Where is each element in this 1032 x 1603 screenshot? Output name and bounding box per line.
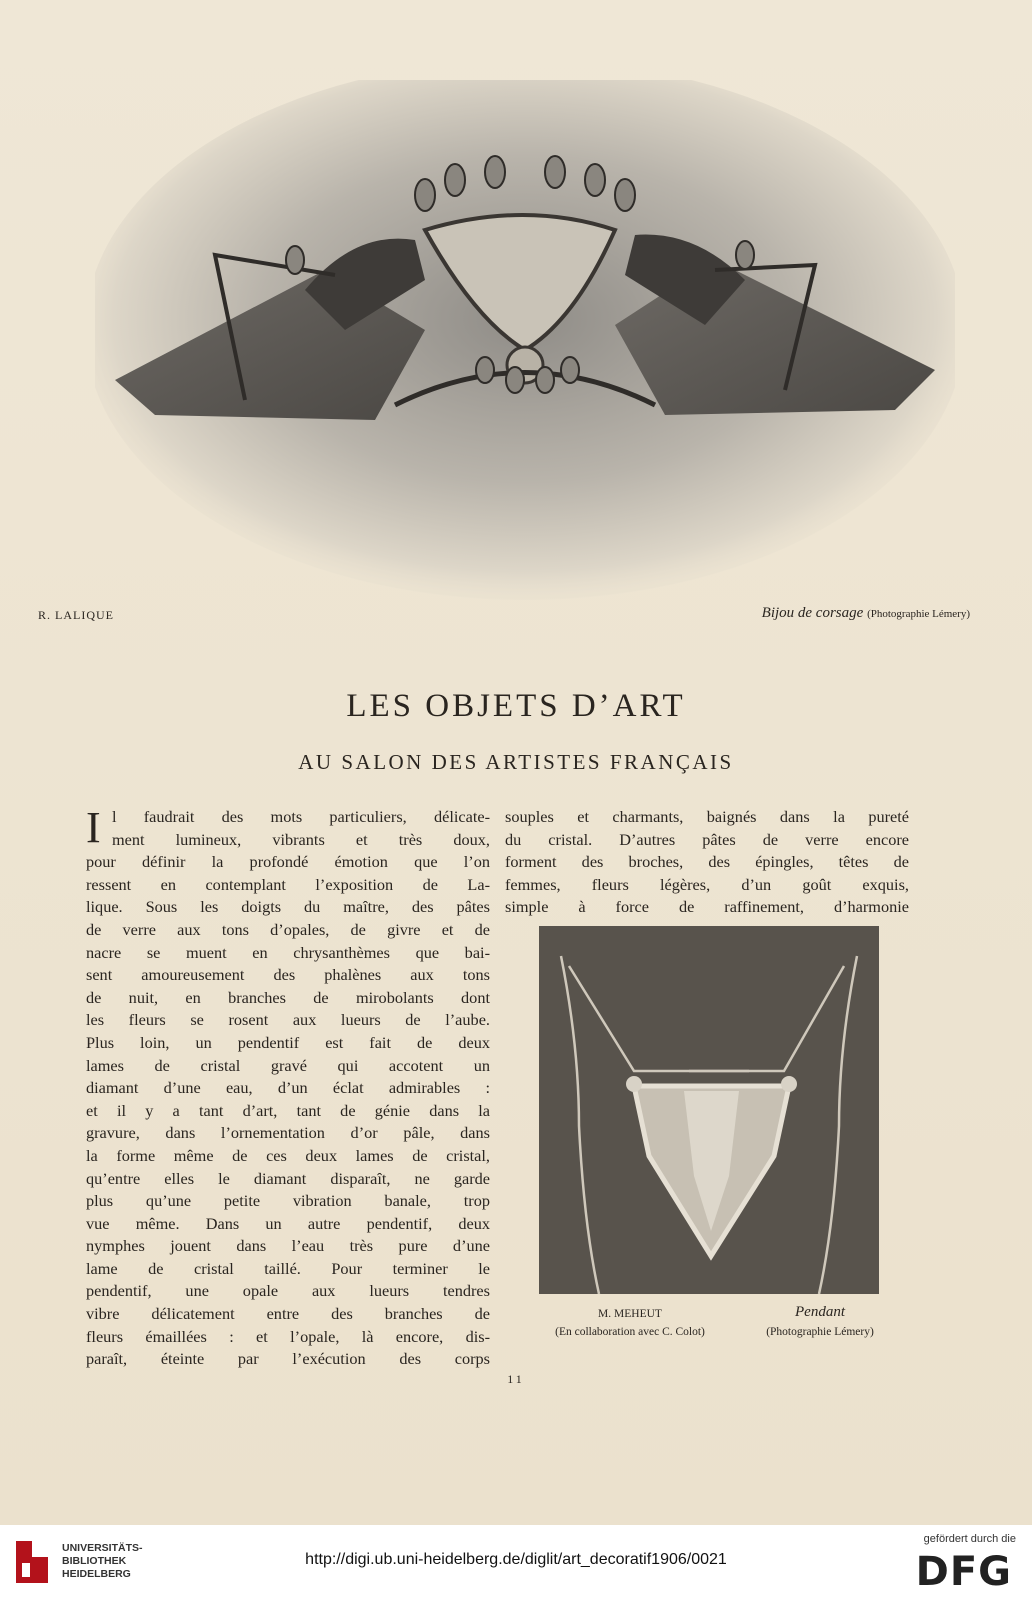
text-line: simple à force de raffinement, d’harmonie bbox=[505, 897, 909, 917]
page-number: 11 bbox=[507, 1372, 525, 1386]
text-line: lames de cristal gravé qui accotent un bbox=[86, 1055, 490, 1075]
text-line: diamant d’une eau, d’un éclat admirables : bbox=[86, 1078, 490, 1098]
text-line: qu’entre elles le diamant disparaît, ne garde bbox=[86, 1168, 490, 1188]
text-line: ressent en contemplant l’exposition de La- bbox=[86, 874, 490, 894]
article-title: LES OBJETS D’ART bbox=[346, 688, 686, 724]
text-line: et il y a tant d’art, tant de génie dans la bbox=[86, 1100, 490, 1120]
text-line: paraît, éteinte par l’exécution des corps bbox=[86, 1349, 490, 1369]
uni-line: HEIDELBERG bbox=[62, 1568, 131, 1580]
text-line: du cristal. D’autres pâtes de verre encore bbox=[505, 829, 909, 849]
figure-caption-title bbox=[762, 605, 970, 622]
text-line: la forme même de ces deux lames de cristal, bbox=[86, 1145, 490, 1165]
pendant-caption-artist bbox=[520, 1305, 740, 1341]
text-line: sent amoureusement des phalènes aux tons bbox=[86, 965, 490, 985]
text-line: souples et charmants, baignés dans la pureté bbox=[505, 807, 909, 826]
pendant-caption-title bbox=[745, 1302, 895, 1342]
text-line: vibre délicatement entre des branches de bbox=[86, 1304, 490, 1324]
pendant-artist: M. MEHEUT bbox=[598, 1308, 662, 1320]
figure-caption-artist: R. LALIQUE bbox=[38, 608, 114, 622]
digitization-footer bbox=[0, 1525, 1032, 1603]
text-line: fleurs émaillées : et l’opale, là encore, dis- bbox=[86, 1326, 490, 1346]
text-line: lique. Sous les doigts du maître, des pâtes bbox=[86, 897, 490, 917]
funding-note: gefördert durch die bbox=[923, 1533, 1016, 1545]
text-line: les fleurs se rosent aux lueurs de l’aube. bbox=[86, 1010, 490, 1030]
article-subtitle: AU SALON DES ARTISTES FRANÇAIS bbox=[298, 750, 734, 774]
text-line: plus qu’une petite vibration banale, trop bbox=[86, 1191, 490, 1211]
text-line: lame de cristal taillé. Pour terminer le bbox=[86, 1258, 490, 1278]
figure-title: Bijou de corsage bbox=[761, 605, 864, 621]
text-line: ment lumineux, vibrants et très doux, bbox=[112, 829, 490, 849]
figure-credit: (Photographie Lémery) bbox=[867, 608, 970, 620]
text-line: Plus loin, un pendentif est fait de deux bbox=[86, 1032, 490, 1052]
text-line: l faudrait des mots particuliers, délicate- bbox=[112, 807, 490, 826]
text-line: nacre se muent en chrysanthèmes que bai- bbox=[86, 942, 490, 962]
text-line: de verre aux tons d’opales, de givre et de bbox=[86, 919, 490, 939]
pendant-credit: (Photographie Lémery) bbox=[766, 1326, 874, 1338]
right-column bbox=[505, 806, 909, 919]
text-line: nymphes jouent dans l’eau très pure d’une bbox=[86, 1236, 490, 1256]
text-line: femmes, fleurs légères, d’un goût exquis, bbox=[505, 874, 909, 894]
pendant-photo bbox=[539, 926, 879, 1294]
text-line: forment des broches, des épingles, têtes de bbox=[505, 852, 909, 872]
pendant-collab: (En collaboration avec C. Colot) bbox=[555, 1326, 705, 1338]
dropcap: I bbox=[86, 803, 101, 852]
pendant-title: Pendant bbox=[795, 1304, 845, 1320]
source-url-link[interactable]: http://digi.ub.uni-heidelberg.de/diglit/art_decoratif1906/0021 bbox=[305, 1551, 727, 1568]
uni-line: UNIVERSITÄTS- bbox=[62, 1542, 143, 1554]
left-column bbox=[86, 803, 490, 1371]
text-line: vue même. Dans un autre pendentif, deux bbox=[86, 1213, 490, 1233]
text-line: pendentif, une opale aux lueurs tendres bbox=[86, 1281, 490, 1301]
uni-line: BIBLIOTHEK bbox=[62, 1555, 127, 1567]
jewel-photo bbox=[95, 80, 955, 600]
dfg-logo: DFG bbox=[915, 1549, 1012, 1595]
text-line: de nuit, en branches de mirobolants dont bbox=[86, 987, 490, 1007]
text-line: gravure, dans l’ornementation d’or pâle, dans bbox=[86, 1123, 490, 1143]
text-line: pour définir la profondé émotion que l’on bbox=[86, 852, 490, 872]
